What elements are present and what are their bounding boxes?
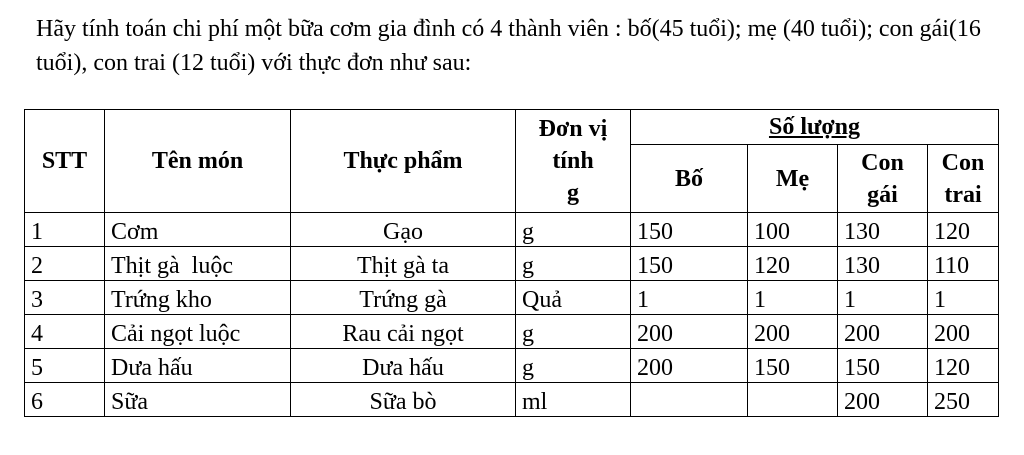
menu-table [24,109,999,417]
cell-con-gai: 130 [838,247,928,281]
cell-con-trai: 1 [928,281,999,315]
table-header [25,110,999,213]
cell-ten-mon: Sữa [105,383,291,417]
cell-thuc-pham: Thịt gà ta [291,247,516,281]
header-me: Mẹ [748,145,838,213]
table-body [25,213,999,417]
cell-ten-mon: Thịt gà luộc [105,247,291,281]
header-ten-mon: Tên món [105,110,291,213]
cell-don-vi: ml [516,383,631,417]
cell-con-gai: 1 [838,281,928,315]
cell-stt: 5 [25,349,105,383]
cell-bo [631,383,748,417]
cell-con-trai: 250 [928,383,999,417]
header-stt: STT [25,110,105,213]
cell-con-trai: 110 [928,247,999,281]
cell-don-vi: g [516,213,631,247]
header-don-vi-line1: Đơn vị [538,116,608,142]
cell-me: 100 [748,213,838,247]
cell-don-vi: g [516,315,631,349]
cell-ten-mon: Cơm [105,213,291,247]
cell-don-vi: g [516,349,631,383]
cell-don-vi: Quả [516,281,631,315]
table-row [25,315,999,349]
cell-bo: 200 [631,349,748,383]
cell-thuc-pham: Dưa hấu [291,349,516,383]
header-con-gai-line2: gái [867,181,898,208]
table-row [25,213,999,247]
intro-paragraph: Hãy tính toán chi phí một bữa cơm gia đình có 4 thành viên : bố(45 tuổi); mẹ (40 tuổi); con gái(16 tuổi), con trai (12 tuổi) với thực đơn như sau: [36,16,981,76]
cell-bo: 150 [631,213,748,247]
cell-con-gai: 200 [838,383,928,417]
header-con-trai [928,145,999,213]
cell-me: 200 [748,315,838,349]
cell-con-trai: 120 [928,349,999,383]
header-bo: Bố [631,145,748,213]
table-row [25,247,999,281]
header-so-luong: Số lượng [631,110,999,145]
cell-con-gai: 150 [838,349,928,383]
cell-ten-mon: Trứng kho [105,281,291,315]
table-row [25,349,999,383]
cell-bo: 1 [631,281,748,315]
cell-con-gai: 200 [838,315,928,349]
cell-ten-mon: Cải ngọt luộc [105,315,291,349]
header-con-gai-line1: Con [861,149,904,176]
cell-stt: 6 [25,383,105,417]
cell-thuc-pham: Rau cải ngọt [291,315,516,349]
header-thuc-pham: Thực phẩm [291,110,516,213]
cell-stt: 3 [25,281,105,315]
header-con-trai-line2: trai [944,181,982,208]
cell-thuc-pham: Sữa bò [291,383,516,417]
cell-don-vi: g [516,247,631,281]
header-don-vi-line2: tính [552,148,594,174]
cell-stt: 4 [25,315,105,349]
header-don-vi-line3: g [567,180,579,206]
cell-me: 120 [748,247,838,281]
cell-ten-mon: Dưa hấu [105,349,291,383]
cell-bo: 150 [631,247,748,281]
header-don-vi [516,110,631,213]
cell-me [748,383,838,417]
cell-con-trai: 120 [928,213,999,247]
header-con-gai [838,145,928,213]
cell-stt: 2 [25,247,105,281]
cell-con-trai: 200 [928,315,999,349]
cell-me: 150 [748,349,838,383]
cell-thuc-pham: Trứng gà [291,281,516,315]
cell-me: 1 [748,281,838,315]
cell-con-gai: 130 [838,213,928,247]
table-row [25,383,999,417]
table-row [25,281,999,315]
cell-stt: 1 [25,213,105,247]
cell-bo: 200 [631,315,748,349]
header-con-trai-line1: Con [941,149,985,176]
cell-thuc-pham: Gạo [291,213,516,247]
